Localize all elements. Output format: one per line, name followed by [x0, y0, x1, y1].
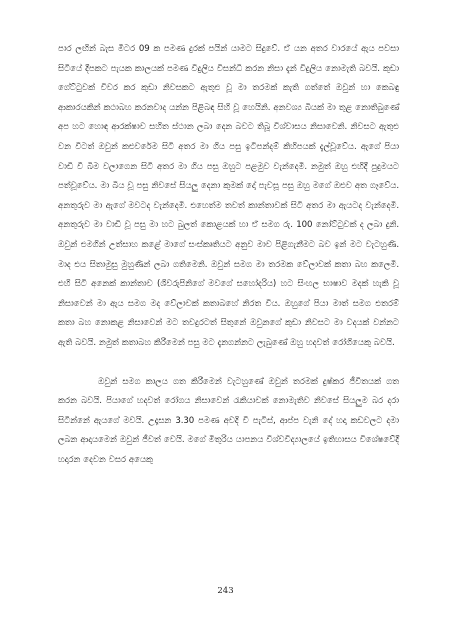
- body-paragraph-1: පාර ලඟින් බැස මීටර 09 ක පමණ දුරක් පයින් යාමට සිදුවේ. ඒ යන අතර වාරයේ ඇය පවසා සිටියේ දීපකට පැයක කාලයක් පමණ විදුලිය විසන්ධි කරන නිසා දැන් විදුලිය නොමැති බවයි. කුඩා ගේට්ටුවක් විවර කර කුඩා නිවසකට ඇතුළු වූ මා තරමක් කැති ගත්තේ ඔවුන් හා කෙබඳු ආකාරයකින් කථාබහ කරනවාද යන්න පිළිබඳ සිහි වූ හෙයිනි. අනවශ්‍ය බියක් මා තුළ නොතිබුණේ අප හට හොඳ ආරක්ෂාව සහිත ස්ථාන ලබා දෙන බවට තිබූ විශ්වාසය නිසාවෙනි. නිවසට ඇතුළු වන විටත් ඔවුන් කළුවරේම සිටි අතර මා ගිය පසු ඉටිපන්දම් කිහිපයක් දැල්වූවේය. ඇගේ පියා වාඩි වී බිම වලාගෙන සිටි අතර මා ගිය පසු ඔහුට පළමුව වැන්දෙමි. නමුත් ඔහු එහිදී පුදුමයට පත්වූවේය. මා බිය වූ පසු නිවසේ සියලු දෙනා කුමක් දෝ පැවසූ පසු ඔහු මගේ ඔළුව අත ගෑවේය. අනතුරුව මා ඇගේ මවටද වැන්දෙමි. එහෙත්ම තවත් කාන්තාවක් සිටි අතර මා ඇයටද වැන්දෙමි. අනතුරුව මා වාඩි වූ පසු මා හට බුලත් කොළයක් හා ඒ සමග රු. 100 නෝට්ටුවක් ද ලබා දුනි. ඔවුන් එමගින් උත්සාහ කළේ මාගේ සංස්කෘතියට අනුව මාව පිළිගැනීමට බව ඉන් මට වැටහුණි. මාද එය සිතාමුසු මුහුණින් ලබා ගතිමෙනි. ඔවුන් සමග මා තරමක වේලාවක් කතා බහ කලෙමි. එහි සිටි අනෙක් කාන්තාව (ශිවරුපිනිගේ මවගේ සහෝදරිය) හට සිංහල භාෂාව මදක් හැකි වූ නිසාවෙන් මා ඇය සමග මද වේලාවක් කතාබහේ නිරත විය. ඔහුගේ පියා මාත් සමග එතරම් කතා බහ නොකළ නිසාවෙන් මට තවදුරටත් සිතුනේ ඔවුනගේ කුඩා නිවසට මා වදයක් වන්නට ඇති බවයි. නමුත් කතාබහ කිරීමෙන් පසු මට දැනගන්නට ලැබුණේ ඔහු හදවත් රෝගියෙකු බවයි.: [58, 44, 399, 348]
- body-paragraph-2: ඔවුන් සමග කාලය ගත කිරීමෙන් වැටහුණේ ඔවුන් තරමක් දුෂ්කර ජීවිතයක් ගත කරන බවයි. පියාගේ හදවත් රෝගය නිසාවෙන් රැකියාවක් නොමැතිව නිවසේ සියලුම බර දරා සිටින්නේ ඇයගේ මවයි. උදෑසන 3.30 පමණ අවදි වී පැටිස්, ආප්ප වැනි දේ හදා කඩවලට දමා ලබන ආදායමෙන් ඔවුන් ජීවත් වෙයි. මගේ මිතුරිය යාපනය විශ්වවිද්‍යාලයේ ඉතිහාසය විශේෂවේදී හදාරන දෙවන වසර අයෙකු: [58, 376, 399, 465]
- page-number: 243: [217, 586, 234, 596]
